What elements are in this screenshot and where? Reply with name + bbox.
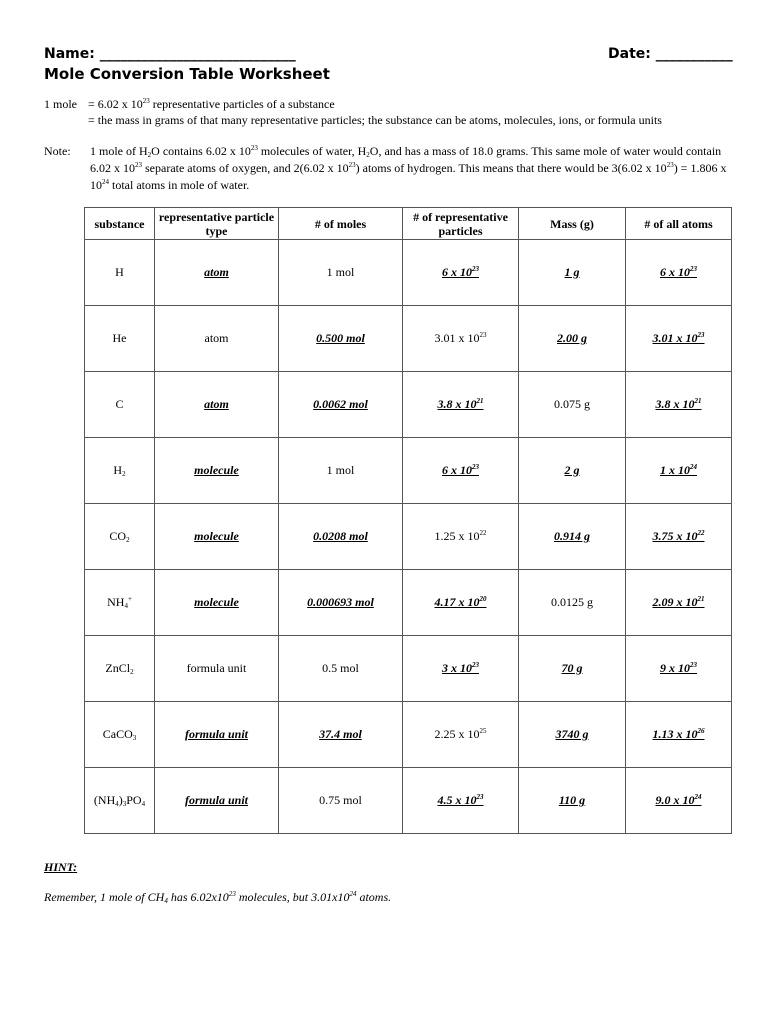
cell-particles: 6 x $10^{23}$ — [403, 438, 519, 504]
cell-substance: He — [85, 306, 155, 372]
table-row — [85, 570, 732, 636]
date-field-label: Date: ___________ — [608, 46, 733, 62]
table-row — [85, 702, 732, 768]
cell-mass: 2 g — [519, 438, 626, 504]
note-label: Note: — [44, 144, 71, 158]
cell-particle-type: formula unit — [155, 768, 279, 834]
cell-particle-type: formula unit — [155, 702, 279, 768]
cell-moles: 0.75 mol — [279, 768, 403, 834]
cell-all-atoms: 3.01 x $10^{23}$ — [626, 306, 732, 372]
table-row — [85, 504, 732, 570]
header-particles: # of representative particles — [403, 208, 519, 240]
table-row — [85, 636, 732, 702]
cell-mass: 3740 g — [519, 702, 626, 768]
mole-definition-line-2: = the mass in grams of that many representative particles; the substance can be atoms, molecules, ions, or formula units — [88, 113, 662, 127]
cell-particles: 3.8 x $10^{21}$ — [403, 372, 519, 438]
cell-particles: 2.25 x $10^{25}$ — [403, 702, 519, 768]
cell-moles: 37.4 mol — [279, 702, 403, 768]
cell-all-atoms: 1.13 x $10^{26}$ — [626, 702, 732, 768]
cell-particles: 3.01 x $10^{23}$ — [403, 306, 519, 372]
definition-term: 1 mole — [44, 97, 77, 111]
cell-particle-type: atom — [155, 240, 279, 306]
cell-substance: H — [85, 240, 155, 306]
note-text: 1 mole of $H_2O$ contains 6.02 x $10^{23}$ molecules of water, $H_2O$, and has a mass of 18.0 grams. This same mole of water would contain 6.02 x $10^{23}$ separate atoms of oxygen, and 2(6.02 x $10^{23}$) atoms of hydrogen. This means that there would be 3(6.02 x $10^{23}) = 1.806$ x $10^{24}$ total atoms in mole of water. — [90, 144, 727, 192]
cell-particles: 1.25 x $10^{22}$ — [403, 504, 519, 570]
cell-particles: 3 x $10^{23}$ — [403, 636, 519, 702]
cell-moles: 0.5 mol — [279, 636, 403, 702]
cell-mass: 0.075 g — [519, 372, 626, 438]
header-moles: # of moles — [279, 208, 403, 240]
hint-label: HINT: — [44, 860, 78, 874]
table-row — [85, 768, 732, 834]
cell-particles: 6 x $10^{23}$ — [403, 240, 519, 306]
cell-all-atoms: 9 x $10^{23}$ — [626, 636, 732, 702]
cell-all-atoms: 3.75 x $10^{22}$ — [626, 504, 732, 570]
table-row — [85, 438, 732, 504]
cell-particle-type: molecule — [155, 438, 279, 504]
cell-moles: 0.500 mol — [279, 306, 403, 372]
cell-substance: C — [85, 372, 155, 438]
table-row — [85, 306, 732, 372]
cell-substance: $NH_4^+$ — [85, 570, 155, 636]
table-header-row — [85, 208, 732, 240]
name-field-label: Name: ____________________________ — [44, 46, 296, 62]
cell-particle-type: formula unit — [155, 636, 279, 702]
cell-all-atoms: 9.0 x $10^{24}$ — [626, 768, 732, 834]
header-all-atoms: # of all atoms — [626, 208, 732, 240]
cell-all-atoms: 3.8 x $10^{21}$ — [626, 372, 732, 438]
cell-moles: 0.0208 mol — [279, 504, 403, 570]
cell-moles: 0.000693 mol — [279, 570, 403, 636]
header-particle-type: representative particle type — [155, 208, 279, 240]
cell-all-atoms: 6 x $10^{23}$ — [626, 240, 732, 306]
cell-mass: 1 g — [519, 240, 626, 306]
cell-mass: 0.914 g — [519, 504, 626, 570]
cell-mass: 70 g — [519, 636, 626, 702]
header-substance: substance — [85, 208, 155, 240]
cell-substance: $(NH_4)_3PO_4$ — [85, 768, 155, 834]
worksheet-title: Mole Conversion Table Worksheet — [44, 65, 330, 83]
cell-substance: $H_2$ — [85, 438, 155, 504]
header-mass: Mass (g) — [519, 208, 626, 240]
cell-substance: ZnCl$_2$ — [85, 636, 155, 702]
cell-all-atoms: 1 x $10^{24}$ — [626, 438, 732, 504]
mole-definition-line-1: 1 mole = 6.02 x $10^{23}$ representative particles of a substance — [44, 97, 335, 111]
table-row — [85, 240, 732, 306]
cell-particle-type: atom — [155, 372, 279, 438]
cell-mass: 0.0125 g — [519, 570, 626, 636]
cell-particles: 4.5 x $10^{23}$ — [403, 768, 519, 834]
cell-mass: 110 g — [519, 768, 626, 834]
cell-particle-type: molecule — [155, 570, 279, 636]
cell-moles: 1 mol — [279, 240, 403, 306]
table-row — [85, 372, 732, 438]
cell-substance: CaCO$_3$ — [85, 702, 155, 768]
mole-conversion-table — [84, 207, 732, 834]
cell-moles: 0.0062 mol — [279, 372, 403, 438]
cell-particles: 4.17 x $10^{20}$ — [403, 570, 519, 636]
cell-substance: $CO_2$ — [85, 504, 155, 570]
cell-mass: 2.00 g — [519, 306, 626, 372]
cell-particle-type: atom — [155, 306, 279, 372]
cell-moles: 1 mol — [279, 438, 403, 504]
hint-text: Remember, 1 mole of $CH_4$ has $6.02x10^{23}$ molecules, but $3.01x10^{24}$ atoms. — [44, 890, 392, 905]
cell-particle-type: molecule — [155, 504, 279, 570]
cell-all-atoms: 2.09 x $10^{21}$ — [626, 570, 732, 636]
